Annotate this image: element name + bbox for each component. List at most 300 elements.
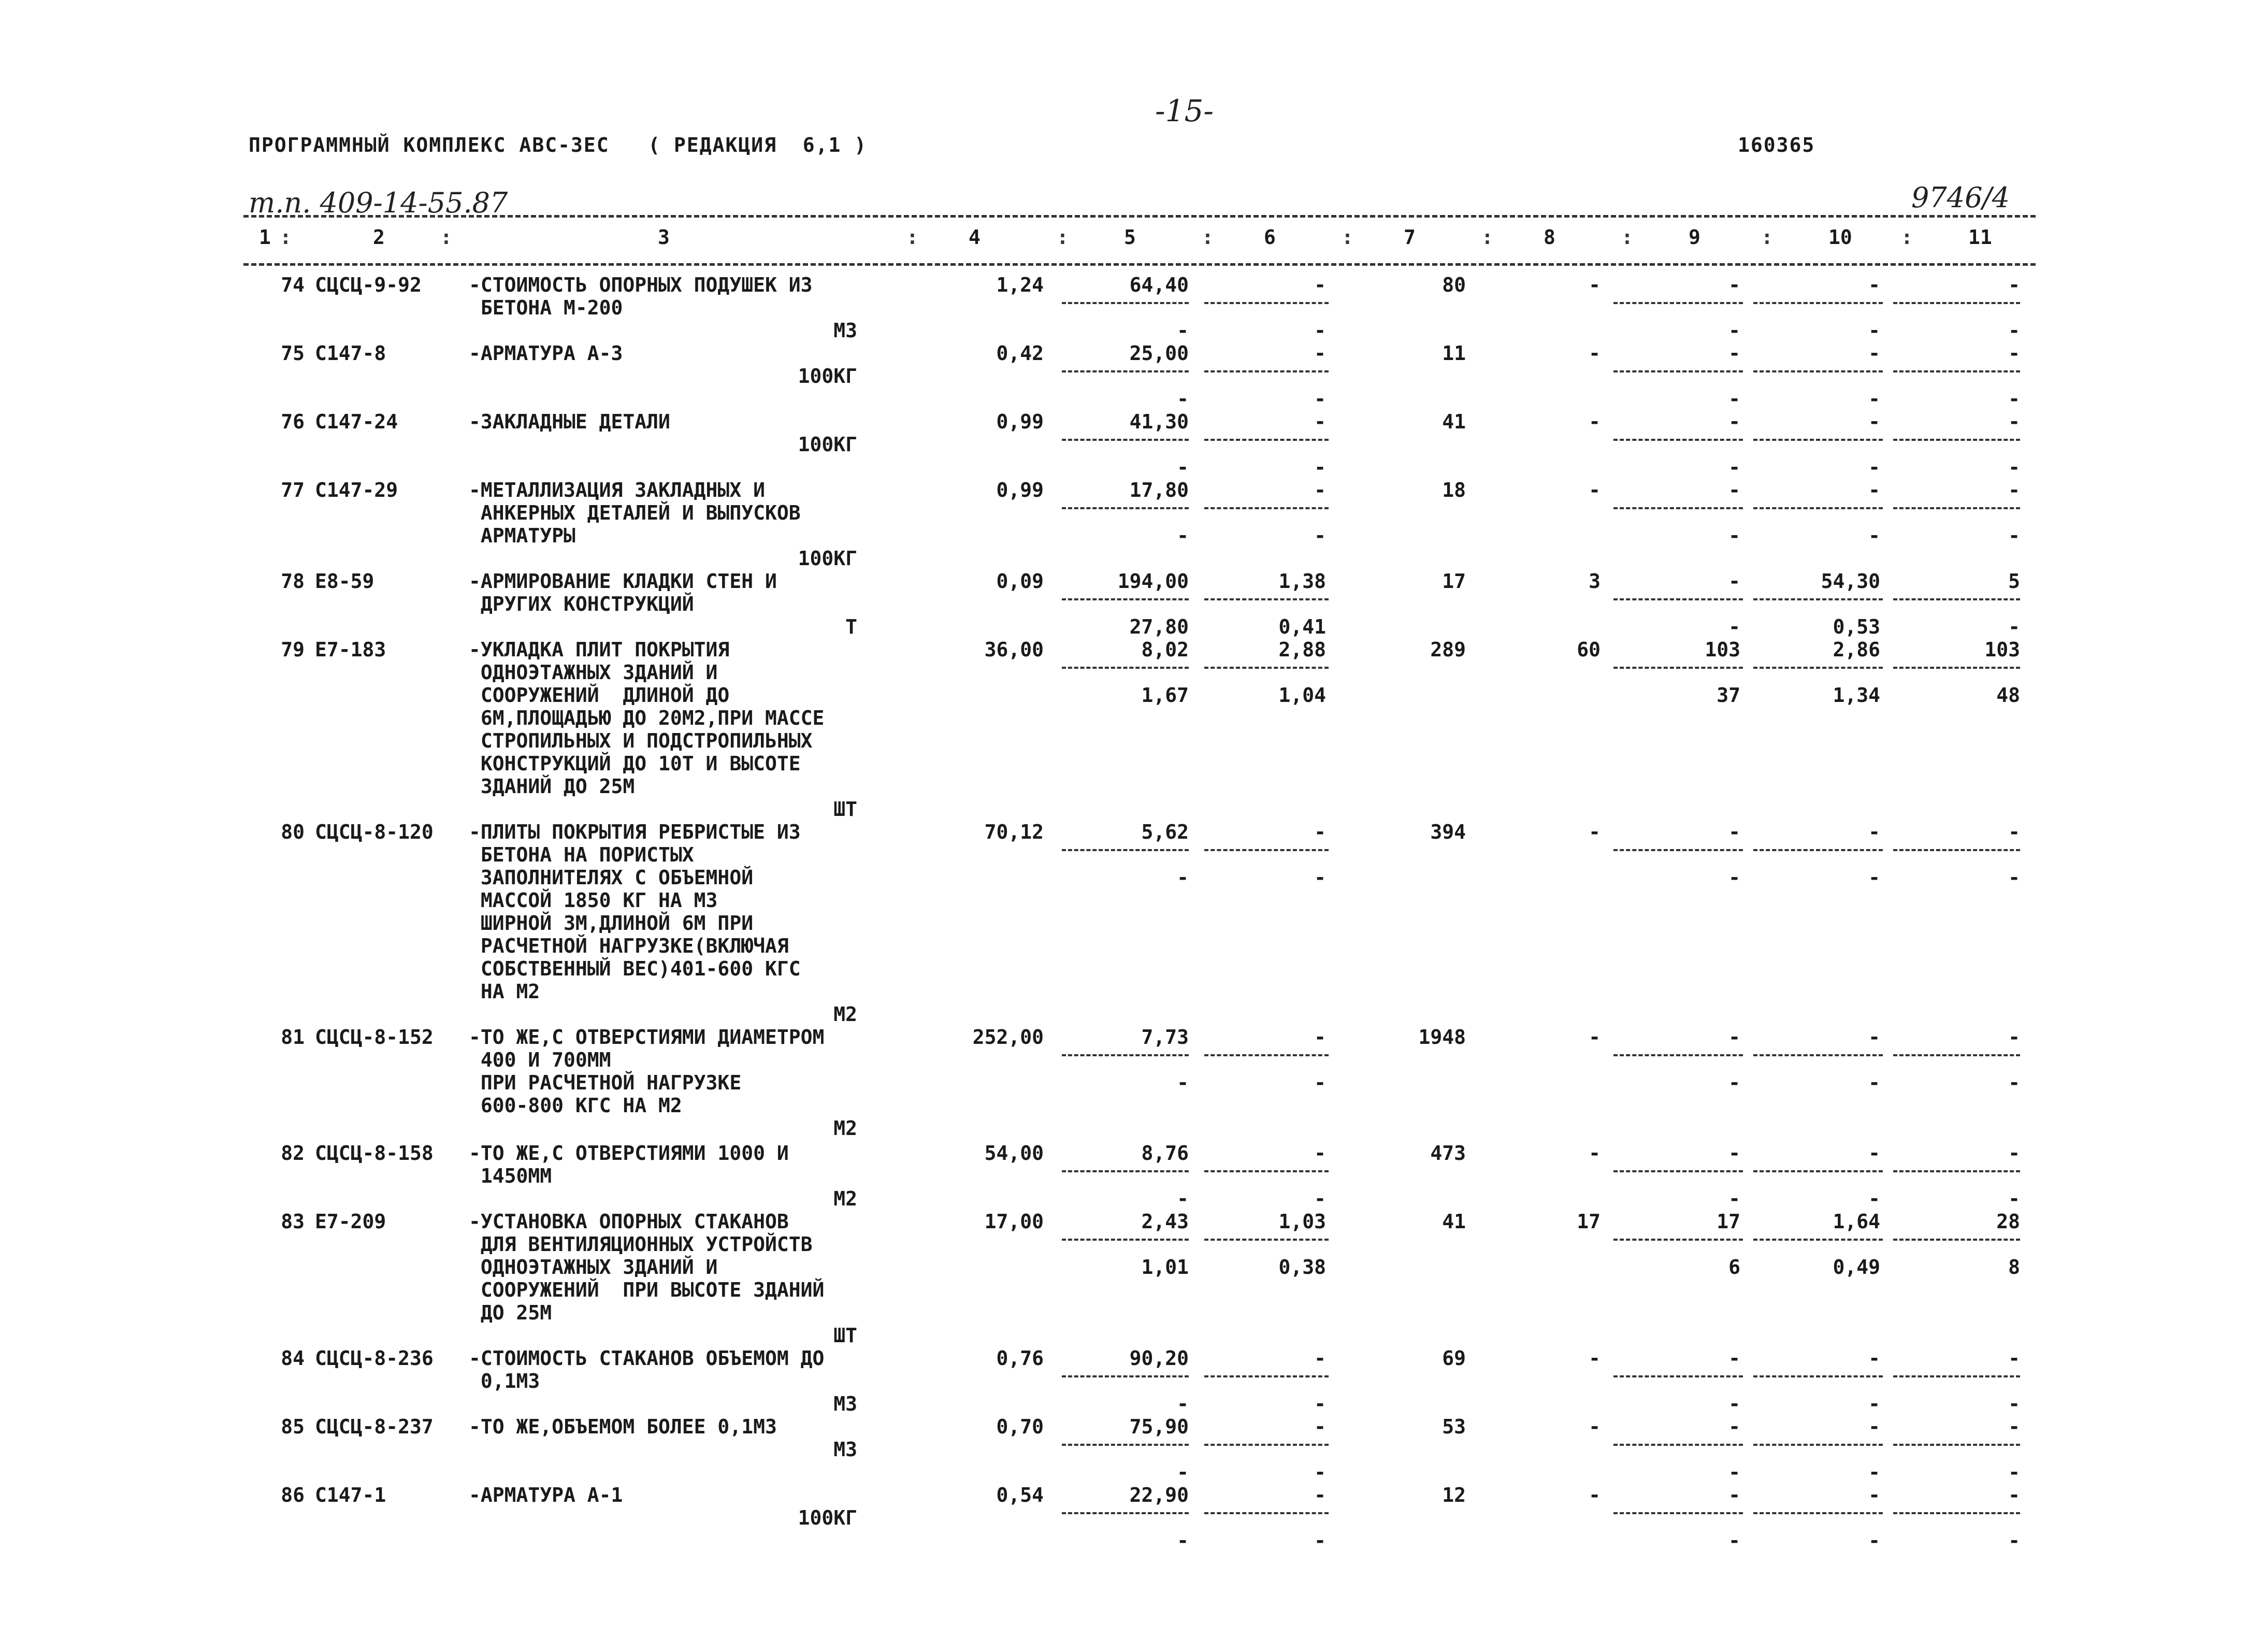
table-row: [243, 410, 2036, 479]
table-row: [243, 274, 2036, 342]
subtotal-divider: [1753, 849, 1883, 851]
rate-code: Е8-59: [315, 570, 374, 593]
description-line: 1450ММ: [469, 1165, 552, 1187]
value-col-9: -: [1728, 821, 1740, 843]
subtotal-divider: [1753, 667, 1883, 669]
value-col-4: 0,70: [996, 1415, 1044, 1438]
value-col-8: 3: [1589, 570, 1601, 593]
table-row: [243, 1347, 2036, 1415]
column-header-4: 4: [969, 226, 981, 249]
subtotal-divider: [1062, 1054, 1189, 1056]
value-col-7: 473: [1430, 1142, 1466, 1165]
sub-value-col-9: -: [1728, 1187, 1740, 1210]
value-col-5: 90,20: [1129, 1347, 1189, 1370]
subtotal-divider: [1062, 1239, 1189, 1241]
value-col-10: -: [1868, 821, 1880, 843]
sub-value-col-5: -: [1177, 524, 1189, 547]
value-col-7: 17: [1442, 570, 1466, 593]
value-col-4: 0,76: [996, 1347, 1044, 1370]
row-number: 85: [281, 1415, 305, 1438]
value-col-6: 2,88: [1278, 638, 1326, 661]
value-col-11: -: [2008, 821, 2020, 843]
value-col-4: 0,42: [996, 342, 1044, 365]
value-col-11: -: [2008, 479, 2020, 501]
subtotal-divider: [1753, 507, 1883, 509]
value-col-5: 5,62: [1141, 821, 1189, 843]
rate-code: С147-1: [315, 1484, 386, 1506]
unit-of-measure: ШТ: [833, 1324, 857, 1347]
rate-code: СЦСЦ-8-120: [315, 821, 434, 843]
sub-value-col-11: 48: [1996, 684, 2020, 707]
subtotal-divider: [1613, 1170, 1743, 1172]
subtotal-divider: [1204, 507, 1329, 509]
value-col-11: 28: [1996, 1210, 2020, 1233]
subtotal-divider: [1204, 370, 1329, 372]
table-row: [243, 1210, 2036, 1347]
column-header-1: 1: [259, 226, 271, 249]
value-col-5: 194,00: [1117, 570, 1189, 593]
description-line: -СТОИМОСТЬ СТАКАНОВ ОБЪЕМОМ ДО: [469, 1347, 825, 1370]
unit-of-measure: ШТ: [833, 798, 857, 821]
value-col-11: -: [2008, 342, 2020, 365]
description-line: ДЛЯ ВЕНТИЛЯЦИОННЫХ УСТРОЙСТВ: [469, 1233, 813, 1256]
value-col-7: 394: [1430, 821, 1466, 843]
sub-value-col-5: -: [1177, 1461, 1189, 1484]
sub-value-col-10: 1,34: [1833, 684, 1880, 707]
subtotal-divider: [1204, 1170, 1329, 1172]
description-line: ДРУГИХ КОНСТРУКЦИЙ: [469, 593, 694, 615]
sub-value-col-10: -: [1868, 866, 1880, 889]
value-col-4: 0,99: [996, 410, 1044, 433]
subtotal-divider: [1204, 1512, 1329, 1514]
row-number: 84: [281, 1347, 305, 1370]
sub-value-col-11: -: [2008, 456, 2020, 479]
subtotal-divider: [1204, 1239, 1329, 1241]
sub-value-col-6: -: [1314, 1529, 1326, 1552]
value-col-9: -: [1728, 479, 1740, 501]
unit-of-measure: М3: [833, 1392, 857, 1415]
subtotal-divider: [1753, 1512, 1883, 1514]
value-col-8: -: [1589, 410, 1601, 433]
column-separator: :: [440, 226, 452, 249]
table-row: [243, 638, 2036, 821]
description-line: -ТО ЖЕ,С ОТВЕРСТИЯМИ 1000 И: [469, 1142, 789, 1165]
subtotal-divider: [1613, 1239, 1743, 1241]
description-line: ЗАПОЛНИТЕЛЯХ С ОБЪЕМНОЙ: [469, 866, 754, 889]
sub-value-col-6: -: [1314, 524, 1326, 547]
rate-code: Е7-209: [315, 1210, 386, 1233]
subtotal-divider: [1893, 1054, 2020, 1056]
value-col-9: -: [1728, 570, 1740, 593]
subtotal-divider: [1753, 1239, 1883, 1241]
document-code: 160365: [1738, 134, 1815, 156]
subtotal-divider: [1204, 667, 1329, 669]
column-separator: :: [1901, 226, 1913, 249]
row-number: 81: [281, 1026, 305, 1048]
rate-code: С147-24: [315, 410, 398, 433]
subtotal-divider: [1613, 370, 1743, 372]
value-col-9: -: [1728, 1026, 1740, 1048]
value-col-8: -: [1589, 274, 1601, 296]
value-col-6: -: [1314, 1484, 1326, 1506]
sub-value-col-11: -: [2008, 1392, 2020, 1415]
value-col-11: -: [2008, 1142, 2020, 1165]
column-separator: :: [280, 226, 292, 249]
value-col-10: -: [1868, 1347, 1880, 1370]
description-line: МАССОЙ 1850 КГ НА М3: [469, 889, 718, 912]
description-line: ОДНОЭТАЖНЫХ ЗДАНИЙ И: [469, 661, 718, 684]
value-col-8: -: [1589, 821, 1601, 843]
table-row: [243, 1415, 2036, 1484]
value-col-11: -: [2008, 1347, 2020, 1370]
column-header-9: 9: [1689, 226, 1700, 249]
subtotal-divider: [1062, 507, 1189, 509]
sub-value-col-10: 0,49: [1833, 1256, 1880, 1278]
subtotal-divider: [1893, 1444, 2020, 1446]
sub-value-col-10: -: [1868, 1187, 1880, 1210]
value-col-6: -: [1314, 1415, 1326, 1438]
sub-value-col-9: -: [1728, 456, 1740, 479]
sub-value-col-5: 1,67: [1141, 684, 1189, 707]
description-line: -АРМИРОВАНИЕ КЛАДКИ СТЕН И: [469, 570, 777, 593]
row-number: 80: [281, 821, 305, 843]
value-col-5: 25,00: [1129, 342, 1189, 365]
subtotal-divider: [1613, 1375, 1743, 1377]
sub-value-col-9: 6: [1728, 1256, 1740, 1278]
sub-value-col-5: -: [1177, 1529, 1189, 1552]
unit-of-measure: М3: [833, 319, 857, 342]
sub-value-col-5: -: [1177, 1071, 1189, 1094]
sub-value-col-11: -: [2008, 1071, 2020, 1094]
description-line: -АРМАТУРА А-3: [469, 342, 623, 365]
work-description: [469, 821, 1111, 1003]
subtotal-divider: [1613, 598, 1743, 600]
subtotal-divider: [1613, 1444, 1743, 1446]
sub-value-col-9: 37: [1717, 684, 1740, 707]
value-col-6: -: [1314, 1347, 1326, 1370]
description-line: СООРУЖЕНИЙ ПРИ ВЫСОТЕ ЗДАНИЙ: [469, 1278, 825, 1301]
column-separator: :: [1202, 226, 1214, 249]
value-col-7: 41: [1442, 410, 1466, 433]
value-col-11: -: [2008, 1026, 2020, 1048]
subtotal-divider: [1062, 370, 1189, 372]
sub-value-col-11: -: [2008, 1187, 2020, 1210]
value-col-10: -: [1868, 1484, 1880, 1506]
value-col-8: 60: [1577, 638, 1601, 661]
subtotal-divider: [1204, 1054, 1329, 1056]
sub-value-col-6: -: [1314, 1187, 1326, 1210]
value-col-10: -: [1868, 1026, 1880, 1048]
column-header-3: 3: [658, 226, 670, 249]
sub-value-col-9: -: [1728, 1529, 1740, 1552]
column-separator: :: [1342, 226, 1353, 249]
sub-value-col-9: -: [1728, 866, 1740, 889]
value-col-6: -: [1314, 342, 1326, 365]
rate-code: С147-8: [315, 342, 386, 365]
subtotal-divider: [1893, 1375, 2020, 1377]
subtotal-divider: [1062, 439, 1189, 441]
sub-value-col-5: 27,80: [1129, 615, 1189, 638]
column-header-8: 8: [1544, 226, 1555, 249]
handwritten-sheet-number: 9746/4: [1911, 181, 2010, 214]
subtotal-divider: [1062, 1170, 1189, 1172]
sub-value-col-11: -: [2008, 615, 2020, 638]
description-line: -ПЛИТЫ ПОКРЫТИЯ РЕБРИСТЫЕ ИЗ: [469, 821, 801, 843]
description-line: 600-800 КГС НА М2: [469, 1094, 682, 1117]
column-separator: :: [1057, 226, 1069, 249]
value-col-8: -: [1589, 342, 1601, 365]
value-col-9: -: [1728, 274, 1740, 296]
value-col-10: -: [1868, 410, 1880, 433]
subtotal-divider: [1062, 302, 1189, 304]
table-row: [243, 570, 2036, 638]
value-col-5: 75,90: [1129, 1415, 1189, 1438]
description-line: 6М,ПЛОЩАДЬЮ ДО 20М2,ПРИ МАССЕ: [469, 707, 825, 729]
sub-value-col-5: -: [1177, 387, 1189, 410]
value-col-7: 11: [1442, 342, 1466, 365]
value-col-11: -: [2008, 1415, 2020, 1438]
subtotal-divider: [1893, 1239, 2020, 1241]
sub-value-col-5: -: [1177, 319, 1189, 342]
subtotal-divider: [1062, 1512, 1189, 1514]
value-col-11: -: [2008, 1484, 2020, 1506]
row-number: 86: [281, 1484, 305, 1506]
sub-value-col-6: 0,41: [1278, 615, 1326, 638]
description-line: АРМАТУРЫ: [469, 524, 575, 547]
handwritten-project-number: т.п. 409-14-55.87: [249, 186, 508, 219]
sub-value-col-10: -: [1868, 456, 1880, 479]
subtotal-divider: [1613, 1512, 1743, 1514]
subtotal-divider: [1753, 598, 1883, 600]
description-line: ПРИ РАСЧЕТНОЙ НАГРУЗКЕ: [469, 1071, 742, 1094]
value-col-6: -: [1314, 410, 1326, 433]
sub-value-col-6: 0,38: [1278, 1256, 1326, 1278]
description-line: ШИРНОЙ 3М,ДЛИНОЙ 6М ПРИ: [469, 912, 754, 935]
subtotal-divider: [1613, 1054, 1743, 1056]
rate-code: СЦСЦ-8-237: [315, 1415, 434, 1438]
subtotal-divider: [1204, 302, 1329, 304]
work-description: [469, 638, 1111, 798]
value-col-11: -: [2008, 410, 2020, 433]
sub-value-col-10: -: [1868, 387, 1880, 410]
value-col-4: 17,00: [984, 1210, 1044, 1233]
sub-value-col-6: -: [1314, 456, 1326, 479]
value-col-5: 22,90: [1129, 1484, 1189, 1506]
subtotal-divider: [1893, 667, 2020, 669]
description-line: -УКЛАДКА ПЛИТ ПОКРЫТИЯ: [469, 638, 730, 661]
value-col-9: 17: [1717, 1210, 1740, 1233]
description-line: -ТО ЖЕ,С ОТВЕРСТИЯМИ ДИАМЕТРОМ: [469, 1026, 825, 1048]
value-col-10: -: [1868, 274, 1880, 296]
value-col-5: 64,40: [1129, 274, 1189, 296]
value-col-8: -: [1589, 1484, 1601, 1506]
row-number: 76: [281, 410, 305, 433]
row-number: 78: [281, 570, 305, 593]
column-separator: :: [1621, 226, 1633, 249]
rate-code: СЦСЦ-8-158: [315, 1142, 434, 1165]
description-line: ЗДАНИЙ ДО 25М: [469, 775, 635, 798]
subtotal-divider: [1062, 667, 1189, 669]
sub-value-col-6: -: [1314, 387, 1326, 410]
value-col-6: -: [1314, 479, 1326, 501]
subtotal-divider: [1753, 439, 1883, 441]
sub-value-col-11: -: [2008, 524, 2020, 547]
sub-value-col-10: -: [1868, 319, 1880, 342]
sub-value-col-5: -: [1177, 1392, 1189, 1415]
value-col-7: 289: [1430, 638, 1466, 661]
sub-value-col-11: -: [2008, 1461, 2020, 1484]
sub-value-col-6: -: [1314, 866, 1326, 889]
subtotal-divider: [1893, 370, 2020, 372]
column-separator: :: [1481, 226, 1493, 249]
value-col-6: 1,03: [1278, 1210, 1326, 1233]
sub-value-col-10: -: [1868, 1071, 1880, 1094]
value-col-10: 1,64: [1833, 1210, 1880, 1233]
rate-code: С147-29: [315, 479, 398, 501]
description-line: 400 И 700ММ: [469, 1048, 611, 1071]
sub-value-col-5: -: [1177, 1187, 1189, 1210]
row-number: 79: [281, 638, 305, 661]
subtotal-divider: [1753, 1444, 1883, 1446]
sub-value-col-10: -: [1868, 1392, 1880, 1415]
sub-value-col-10: -: [1868, 1529, 1880, 1552]
sub-value-col-11: -: [2008, 387, 2020, 410]
value-col-8: 17: [1577, 1210, 1601, 1233]
unit-of-measure: 100КГ: [798, 433, 857, 456]
sub-value-col-6: -: [1314, 1071, 1326, 1094]
value-col-10: -: [1868, 479, 1880, 501]
value-col-10: -: [1868, 342, 1880, 365]
program-title: ПРОГРАММНЫЙ КОМПЛЕКС АВС-3ЕС ( РЕДАКЦИЯ 6,1 ): [249, 134, 868, 156]
value-col-4: 70,12: [984, 821, 1044, 843]
sub-value-col-11: -: [2008, 866, 2020, 889]
unit-of-measure: М3: [833, 1438, 857, 1461]
subtotal-divider: [1204, 849, 1329, 851]
subtotal-divider: [1753, 1170, 1883, 1172]
column-separator: :: [906, 226, 918, 249]
sub-value-col-9: -: [1728, 524, 1740, 547]
description-line: КОНСТРУКЦИЙ ДО 10Т И ВЫСОТЕ: [469, 752, 801, 775]
description-line: СООРУЖЕНИЙ ДЛИНОЙ ДО: [469, 684, 730, 707]
value-col-7: 18: [1442, 479, 1466, 501]
subtotal-divider: [1204, 1444, 1329, 1446]
sub-value-col-9: -: [1728, 1071, 1740, 1094]
sub-value-col-10: 0,53: [1833, 615, 1880, 638]
table-row: [243, 1026, 2036, 1140]
value-col-9: -: [1728, 1484, 1740, 1506]
column-header-6: 6: [1264, 226, 1276, 249]
sub-value-col-11: -: [2008, 1529, 2020, 1552]
subtotal-divider: [1753, 1054, 1883, 1056]
value-col-4: 0,99: [996, 479, 1044, 501]
value-col-6: -: [1314, 1142, 1326, 1165]
subtotal-divider: [1204, 1375, 1329, 1377]
value-col-5: 41,30: [1129, 410, 1189, 433]
table-row: [243, 1484, 2036, 1552]
table-row: [243, 1142, 2036, 1210]
column-header-7: 7: [1404, 226, 1416, 249]
unit-of-measure: 100КГ: [798, 1506, 857, 1529]
value-col-11: 5: [2008, 570, 2020, 593]
value-col-11: 103: [1984, 638, 2020, 661]
table-row: [243, 342, 2036, 410]
rate-code: СЦСЦ-8-236: [315, 1347, 434, 1370]
subtotal-divider: [1613, 667, 1743, 669]
description-line: ОДНОЭТАЖНЫХ ЗДАНИЙ И: [469, 1256, 718, 1278]
subtotal-divider: [1613, 849, 1743, 851]
subtotal-divider: [1613, 507, 1743, 509]
value-col-11: -: [2008, 274, 2020, 296]
description-line: -МЕТАЛЛИЗАЦИЯ ЗАКЛАДНЫХ И: [469, 479, 765, 501]
value-col-4: 252,00: [972, 1026, 1044, 1048]
row-number: 83: [281, 1210, 305, 1233]
row-number: 75: [281, 342, 305, 365]
value-col-5: 17,80: [1129, 479, 1189, 501]
value-col-7: 69: [1442, 1347, 1466, 1370]
value-col-4: 0,54: [996, 1484, 1044, 1506]
sub-value-col-6: 1,04: [1278, 684, 1326, 707]
row-number: 74: [281, 274, 305, 296]
sub-value-col-10: -: [1868, 1461, 1880, 1484]
subtotal-divider: [1062, 1444, 1189, 1446]
unit-of-measure: 100КГ: [798, 547, 857, 570]
value-col-10: 2,86: [1833, 638, 1880, 661]
value-col-8: -: [1589, 1347, 1601, 1370]
value-col-4: 1,24: [996, 274, 1044, 296]
value-col-8: -: [1589, 1415, 1601, 1438]
subtotal-divider: [1893, 1512, 2020, 1514]
value-col-7: 1948: [1418, 1026, 1466, 1048]
table-row: [243, 821, 2036, 1026]
value-col-10: -: [1868, 1142, 1880, 1165]
subtotal-divider: [1893, 598, 2020, 600]
value-col-7: 41: [1442, 1210, 1466, 1233]
value-col-5: 7,73: [1141, 1026, 1189, 1048]
description-line: СТРОПИЛЬНЫХ И ПОДСТРОПИЛЬНЫХ: [469, 729, 813, 752]
value-col-9: -: [1728, 1347, 1740, 1370]
sub-value-col-5: 1,01: [1141, 1256, 1189, 1278]
subtotal-divider: [1753, 302, 1883, 304]
subtotal-divider: [1062, 598, 1189, 600]
value-col-6: 1,38: [1278, 570, 1326, 593]
subtotal-divider: [1893, 1170, 2020, 1172]
row-number: 77: [281, 479, 305, 501]
column-header-5: 5: [1124, 226, 1136, 249]
value-col-6: -: [1314, 1026, 1326, 1048]
description-line: БЕТОНА НА ПОРИСТЫХ: [469, 843, 694, 866]
column-header-10: 10: [1828, 226, 1852, 249]
subtotal-divider: [1893, 849, 2020, 851]
description-line: 0,1М3: [469, 1370, 540, 1392]
unit-of-measure: М2: [833, 1117, 857, 1140]
value-col-10: 54,30: [1821, 570, 1880, 593]
sub-value-col-9: -: [1728, 1461, 1740, 1484]
description-line: БЕТОНА М-200: [469, 296, 623, 319]
description-line: НА М2: [469, 980, 540, 1003]
rate-code: СЦСЦ-8-152: [315, 1026, 434, 1048]
value-col-7: 53: [1442, 1415, 1466, 1438]
subtotal-divider: [1062, 849, 1189, 851]
description-line: -ЗАКЛАДНЫЕ ДЕТАЛИ: [469, 410, 670, 433]
description-line: ДО 25М: [469, 1301, 552, 1324]
sub-value-col-9: -: [1728, 319, 1740, 342]
sub-value-col-6: -: [1314, 1461, 1326, 1484]
page-number: -15-: [1155, 93, 1214, 128]
sub-value-col-6: -: [1314, 1392, 1326, 1415]
unit-of-measure: М2: [833, 1187, 857, 1210]
value-col-5: 8,02: [1141, 638, 1189, 661]
value-col-8: -: [1589, 1142, 1601, 1165]
